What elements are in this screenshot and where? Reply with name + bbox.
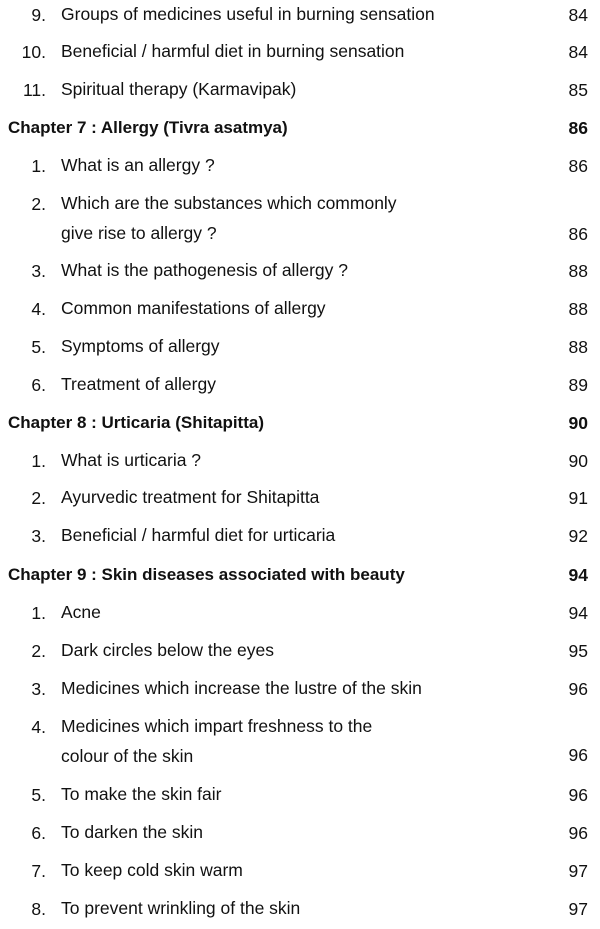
entry-title: Acne	[61, 602, 101, 622]
entry-number: 1.	[31, 451, 46, 471]
entry-page-number: 96	[568, 785, 588, 805]
entry-page-number: 97	[568, 861, 588, 881]
entry-title: Dark circles below the eyes	[61, 640, 274, 660]
entry-title: Groups of medicines useful in burning sensation	[61, 4, 435, 24]
entry-title-line-2: colour of the skin	[61, 746, 194, 766]
entry-number: 1.	[31, 156, 46, 176]
entry-title: To make the skin fair	[61, 784, 222, 804]
entry-page-number: 94	[568, 603, 588, 623]
chapter-title: Chapter 8 : Urticaria (Shitapitta)	[8, 413, 264, 432]
entry-number: 8.	[31, 899, 46, 919]
entry-number: 3.	[31, 679, 46, 699]
entry-number: 3.	[31, 261, 46, 281]
entry-page-number: 95	[568, 641, 588, 661]
entry-title: Ayurvedic treatment for Shitapitta	[61, 487, 320, 507]
entry-title: To keep cold skin warm	[61, 860, 243, 880]
entry-number: 5.	[31, 785, 46, 805]
entry-title: What is the pathogenesis of allergy ?	[61, 260, 348, 280]
entry-page-number: 86	[568, 156, 588, 176]
entry-page-number: 84	[568, 5, 588, 25]
entry-title: Treatment of allergy	[61, 374, 216, 394]
entry-number: 6.	[31, 375, 46, 395]
entry-number: 4.	[31, 717, 46, 737]
entry-title: Symptoms of allergy	[61, 336, 220, 356]
entry-number: 2.	[31, 194, 46, 214]
entry-number: 4.	[31, 299, 46, 319]
entry-page-number: 97	[568, 899, 588, 919]
entry-page-number: 89	[568, 375, 588, 395]
entry-title: What is urticaria ?	[61, 450, 202, 470]
entry-page-number: 88	[568, 299, 588, 319]
entry-number: 2.	[31, 488, 46, 508]
entry-number: 3.	[31, 526, 46, 546]
entry-page-number: 90	[568, 451, 588, 471]
chapter-title: Chapter 7 : Allergy (Tivra asatmya)	[8, 118, 288, 137]
entry-title-line-2: give rise to allergy ?	[61, 223, 217, 243]
chapter-page-number: 94	[568, 565, 588, 585]
entry-title: Beneficial / harmful diet in burning sensation	[61, 41, 405, 61]
entry-number: 1.	[31, 603, 46, 623]
entry-title: To prevent wrinkling of the skin	[61, 898, 301, 918]
entry-page-number: 86	[568, 224, 588, 244]
entry-number: 6.	[31, 823, 46, 843]
entry-title: Spiritual therapy (Karmavipak)	[61, 79, 297, 99]
entry-page-number: 88	[568, 261, 588, 281]
entry-number: 7.	[31, 861, 46, 881]
entry-number: 9.	[31, 5, 46, 25]
entry-page-number: 96	[568, 823, 588, 843]
entry-number: 11.	[22, 80, 46, 100]
entry-title: Common manifestations of allergy	[61, 298, 326, 318]
entry-page-number: 84	[568, 42, 588, 62]
entry-page-number: 92	[568, 526, 588, 546]
entry-number: 2.	[31, 641, 46, 661]
entry-title-line-1: Which are the substances which commonly	[61, 193, 397, 213]
entry-page-number: 91	[568, 488, 588, 508]
entry-page-number: 96	[568, 679, 588, 699]
entry-title: To darken the skin	[61, 822, 204, 842]
entry-page-number: 96	[568, 745, 588, 765]
entry-number: 10.	[21, 42, 46, 62]
entry-page-number: 88	[568, 337, 588, 357]
chapter-page-number: 86	[568, 118, 588, 138]
entry-title: What is an allergy ?	[61, 155, 215, 175]
chapter-title: Chapter 9 : Skin diseases associated with beauty	[8, 565, 405, 584]
entry-page-number: 85	[568, 80, 588, 100]
entry-title: Medicines which increase the lustre of the skin	[61, 678, 422, 698]
entry-title: Beneficial / harmful diet for urticaria	[61, 525, 336, 545]
entry-number: 5.	[31, 337, 46, 357]
entry-title-line-1: Medicines which impart freshness to the	[61, 716, 373, 736]
chapter-page-number: 90	[568, 413, 588, 433]
